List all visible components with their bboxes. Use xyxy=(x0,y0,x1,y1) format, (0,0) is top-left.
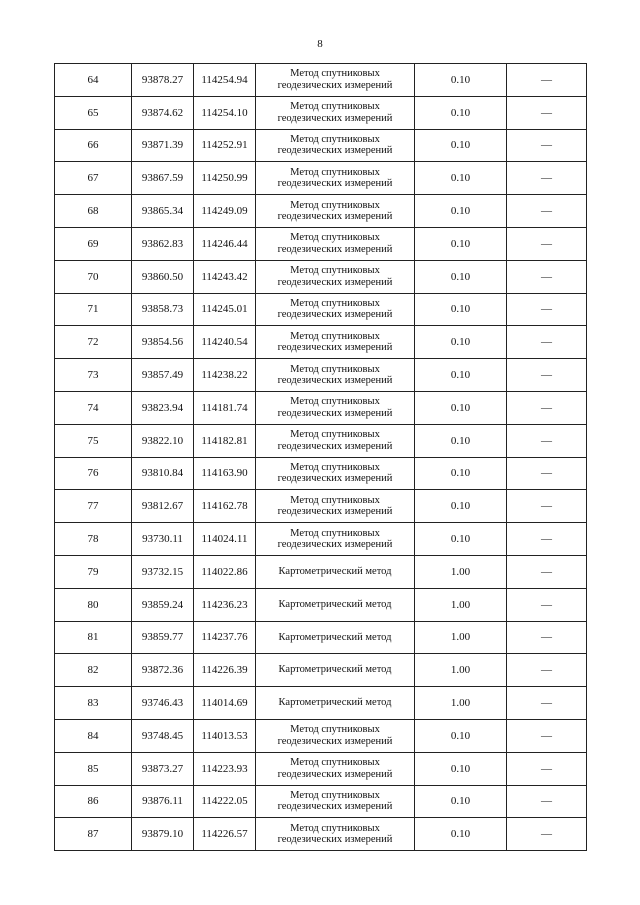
y-coordinate-cell: 114236.23 xyxy=(194,588,256,621)
point-number-cell: 75 xyxy=(55,424,132,457)
y-coordinate-cell: 114181.74 xyxy=(194,391,256,424)
precision-cell: 0.10 xyxy=(415,64,507,97)
table-row xyxy=(55,260,587,293)
page-number: 8 xyxy=(317,38,323,50)
y-coordinate-cell: 114226.57 xyxy=(194,818,256,851)
point-number-cell: 66 xyxy=(55,129,132,162)
table-row xyxy=(55,621,587,654)
precision-cell: 0.10 xyxy=(415,523,507,556)
x-coordinate-cell: 93732.15 xyxy=(132,555,194,588)
note-cell: — xyxy=(507,523,587,556)
point-number-cell: 71 xyxy=(55,293,132,326)
x-coordinate-cell: 93862.83 xyxy=(132,227,194,260)
point-number-cell: 82 xyxy=(55,654,132,687)
precision-cell: 0.10 xyxy=(415,293,507,326)
y-coordinate-cell: 114022.86 xyxy=(194,555,256,588)
precision-cell: 0.10 xyxy=(415,195,507,228)
precision-cell: 0.10 xyxy=(415,129,507,162)
table-row xyxy=(55,785,587,818)
y-coordinate-cell: 114013.53 xyxy=(194,719,256,752)
y-coordinate-cell: 114163.90 xyxy=(194,457,256,490)
point-number-cell: 64 xyxy=(55,64,132,97)
note-cell: — xyxy=(507,818,587,851)
y-coordinate-cell: 114252.91 xyxy=(194,129,256,162)
point-number-cell: 87 xyxy=(55,818,132,851)
note-cell: — xyxy=(507,162,587,195)
x-coordinate-cell: 93810.84 xyxy=(132,457,194,490)
note-cell: — xyxy=(507,227,587,260)
y-coordinate-cell: 114223.93 xyxy=(194,752,256,785)
x-coordinate-cell: 93871.39 xyxy=(132,129,194,162)
x-coordinate-cell: 93878.27 xyxy=(132,64,194,97)
method-cell: Метод спутниковых геодезических измерений xyxy=(256,326,415,359)
method-cell: Метод спутниковых геодезических измерений xyxy=(256,523,415,556)
x-coordinate-cell: 93879.10 xyxy=(132,818,194,851)
y-coordinate-cell: 114162.78 xyxy=(194,490,256,523)
precision-cell: 0.10 xyxy=(415,96,507,129)
x-coordinate-cell: 93812.67 xyxy=(132,490,194,523)
note-cell: — xyxy=(507,654,587,687)
x-coordinate-cell: 93865.34 xyxy=(132,195,194,228)
table-row xyxy=(55,752,587,785)
table-row xyxy=(55,195,587,228)
x-coordinate-cell: 93876.11 xyxy=(132,785,194,818)
note-cell: — xyxy=(507,621,587,654)
method-cell: Метод спутниковых геодезических измерений xyxy=(256,64,415,97)
point-number-cell: 84 xyxy=(55,719,132,752)
point-number-cell: 72 xyxy=(55,326,132,359)
note-cell: — xyxy=(507,129,587,162)
precision-cell: 0.10 xyxy=(415,490,507,523)
note-cell: — xyxy=(507,457,587,490)
method-cell: Метод спутниковых геодезических измерений xyxy=(256,359,415,392)
table-row xyxy=(55,129,587,162)
coordinates-table xyxy=(54,63,587,851)
precision-cell: 0.10 xyxy=(415,719,507,752)
method-cell: Метод спутниковых геодезических измерений xyxy=(256,785,415,818)
note-cell: — xyxy=(507,785,587,818)
note-cell: — xyxy=(507,64,587,97)
point-number-cell: 80 xyxy=(55,588,132,621)
method-cell: Картометрический метод xyxy=(256,555,415,588)
method-cell: Картометрический метод xyxy=(256,588,415,621)
table-row xyxy=(55,555,587,588)
precision-cell: 0.10 xyxy=(415,818,507,851)
x-coordinate-cell: 93746.43 xyxy=(132,687,194,720)
point-number-cell: 79 xyxy=(55,555,132,588)
point-number-cell: 86 xyxy=(55,785,132,818)
x-coordinate-cell: 93748.45 xyxy=(132,719,194,752)
table-row xyxy=(55,227,587,260)
y-coordinate-cell: 114250.99 xyxy=(194,162,256,195)
x-coordinate-cell: 93860.50 xyxy=(132,260,194,293)
method-cell: Метод спутниковых геодезических измерений xyxy=(256,719,415,752)
table-row xyxy=(55,96,587,129)
point-number-cell: 83 xyxy=(55,687,132,720)
method-cell: Метод спутниковых геодезических измерений xyxy=(256,162,415,195)
note-cell: — xyxy=(507,96,587,129)
point-number-cell: 77 xyxy=(55,490,132,523)
method-cell: Метод спутниковых геодезических измерений xyxy=(256,96,415,129)
table-row xyxy=(55,654,587,687)
precision-cell: 1.00 xyxy=(415,687,507,720)
table-row xyxy=(55,490,587,523)
y-coordinate-cell: 114246.44 xyxy=(194,227,256,260)
method-cell: Картометрический метод xyxy=(256,621,415,654)
x-coordinate-cell: 93822.10 xyxy=(132,424,194,457)
point-number-cell: 68 xyxy=(55,195,132,228)
table-row xyxy=(55,64,587,97)
method-cell: Метод спутниковых геодезических измерений xyxy=(256,391,415,424)
precision-cell: 1.00 xyxy=(415,654,507,687)
note-cell: — xyxy=(507,588,587,621)
precision-cell: 1.00 xyxy=(415,621,507,654)
precision-cell: 0.10 xyxy=(415,424,507,457)
y-coordinate-cell: 114024.11 xyxy=(194,523,256,556)
point-number-cell: 67 xyxy=(55,162,132,195)
point-number-cell: 70 xyxy=(55,260,132,293)
method-cell: Метод спутниковых геодезических измерений xyxy=(256,129,415,162)
y-coordinate-cell: 114243.42 xyxy=(194,260,256,293)
note-cell: — xyxy=(507,752,587,785)
y-coordinate-cell: 114226.39 xyxy=(194,654,256,687)
precision-cell: 0.10 xyxy=(415,785,507,818)
precision-cell: 0.10 xyxy=(415,752,507,785)
table-row xyxy=(55,424,587,457)
x-coordinate-cell: 93859.77 xyxy=(132,621,194,654)
point-number-cell: 85 xyxy=(55,752,132,785)
method-cell: Метод спутниковых геодезических измерений xyxy=(256,227,415,260)
y-coordinate-cell: 114254.94 xyxy=(194,64,256,97)
x-coordinate-cell: 93857.49 xyxy=(132,359,194,392)
precision-cell: 0.10 xyxy=(415,260,507,293)
x-coordinate-cell: 93874.62 xyxy=(132,96,194,129)
table-body xyxy=(55,64,587,851)
note-cell: — xyxy=(507,687,587,720)
note-cell: — xyxy=(507,719,587,752)
point-number-cell: 73 xyxy=(55,359,132,392)
precision-cell: 0.10 xyxy=(415,162,507,195)
note-cell: — xyxy=(507,555,587,588)
table-row xyxy=(55,818,587,851)
point-number-cell: 69 xyxy=(55,227,132,260)
method-cell: Метод спутниковых геодезических измерений xyxy=(256,490,415,523)
note-cell: — xyxy=(507,326,587,359)
precision-cell: 0.10 xyxy=(415,457,507,490)
method-cell: Метод спутниковых геодезических измерений xyxy=(256,195,415,228)
precision-cell: 0.10 xyxy=(415,359,507,392)
x-coordinate-cell: 93872.36 xyxy=(132,654,194,687)
note-cell: — xyxy=(507,424,587,457)
y-coordinate-cell: 114182.81 xyxy=(194,424,256,457)
y-coordinate-cell: 114249.09 xyxy=(194,195,256,228)
point-number-cell: 74 xyxy=(55,391,132,424)
method-cell: Метод спутниковых геодезических измерений xyxy=(256,752,415,785)
table-row xyxy=(55,162,587,195)
method-cell: Метод спутниковых геодезических измерений xyxy=(256,818,415,851)
y-coordinate-cell: 114240.54 xyxy=(194,326,256,359)
note-cell: — xyxy=(507,260,587,293)
note-cell: — xyxy=(507,195,587,228)
point-number-cell: 81 xyxy=(55,621,132,654)
precision-cell: 1.00 xyxy=(415,588,507,621)
method-cell: Картометрический метод xyxy=(256,654,415,687)
method-cell: Метод спутниковых геодезических измерений xyxy=(256,457,415,490)
method-cell: Метод спутниковых геодезических измерений xyxy=(256,424,415,457)
method-cell: Метод спутниковых геодезических измерений xyxy=(256,260,415,293)
table-row xyxy=(55,457,587,490)
precision-cell: 0.10 xyxy=(415,391,507,424)
table-row xyxy=(55,326,587,359)
x-coordinate-cell: 93858.73 xyxy=(132,293,194,326)
note-cell: — xyxy=(507,293,587,326)
table-row xyxy=(55,523,587,556)
precision-cell: 1.00 xyxy=(415,555,507,588)
method-cell: Картометрический метод xyxy=(256,687,415,720)
y-coordinate-cell: 114238.22 xyxy=(194,359,256,392)
note-cell: — xyxy=(507,391,587,424)
x-coordinate-cell: 93823.94 xyxy=(132,391,194,424)
method-cell: Метод спутниковых геодезических измерений xyxy=(256,293,415,326)
y-coordinate-cell: 114237.76 xyxy=(194,621,256,654)
note-cell: — xyxy=(507,490,587,523)
x-coordinate-cell: 93873.27 xyxy=(132,752,194,785)
y-coordinate-cell: 114254.10 xyxy=(194,96,256,129)
point-number-cell: 78 xyxy=(55,523,132,556)
x-coordinate-cell: 93854.56 xyxy=(132,326,194,359)
table-row xyxy=(55,588,587,621)
x-coordinate-cell: 93859.24 xyxy=(132,588,194,621)
table-row xyxy=(55,359,587,392)
y-coordinate-cell: 114245.01 xyxy=(194,293,256,326)
table-row xyxy=(55,391,587,424)
y-coordinate-cell: 114014.69 xyxy=(194,687,256,720)
precision-cell: 0.10 xyxy=(415,326,507,359)
x-coordinate-cell: 93867.59 xyxy=(132,162,194,195)
table-row xyxy=(55,293,587,326)
table-row xyxy=(55,719,587,752)
point-number-cell: 76 xyxy=(55,457,132,490)
precision-cell: 0.10 xyxy=(415,227,507,260)
note-cell: — xyxy=(507,359,587,392)
x-coordinate-cell: 93730.11 xyxy=(132,523,194,556)
y-coordinate-cell: 114222.05 xyxy=(194,785,256,818)
point-number-cell: 65 xyxy=(55,96,132,129)
table-row xyxy=(55,687,587,720)
